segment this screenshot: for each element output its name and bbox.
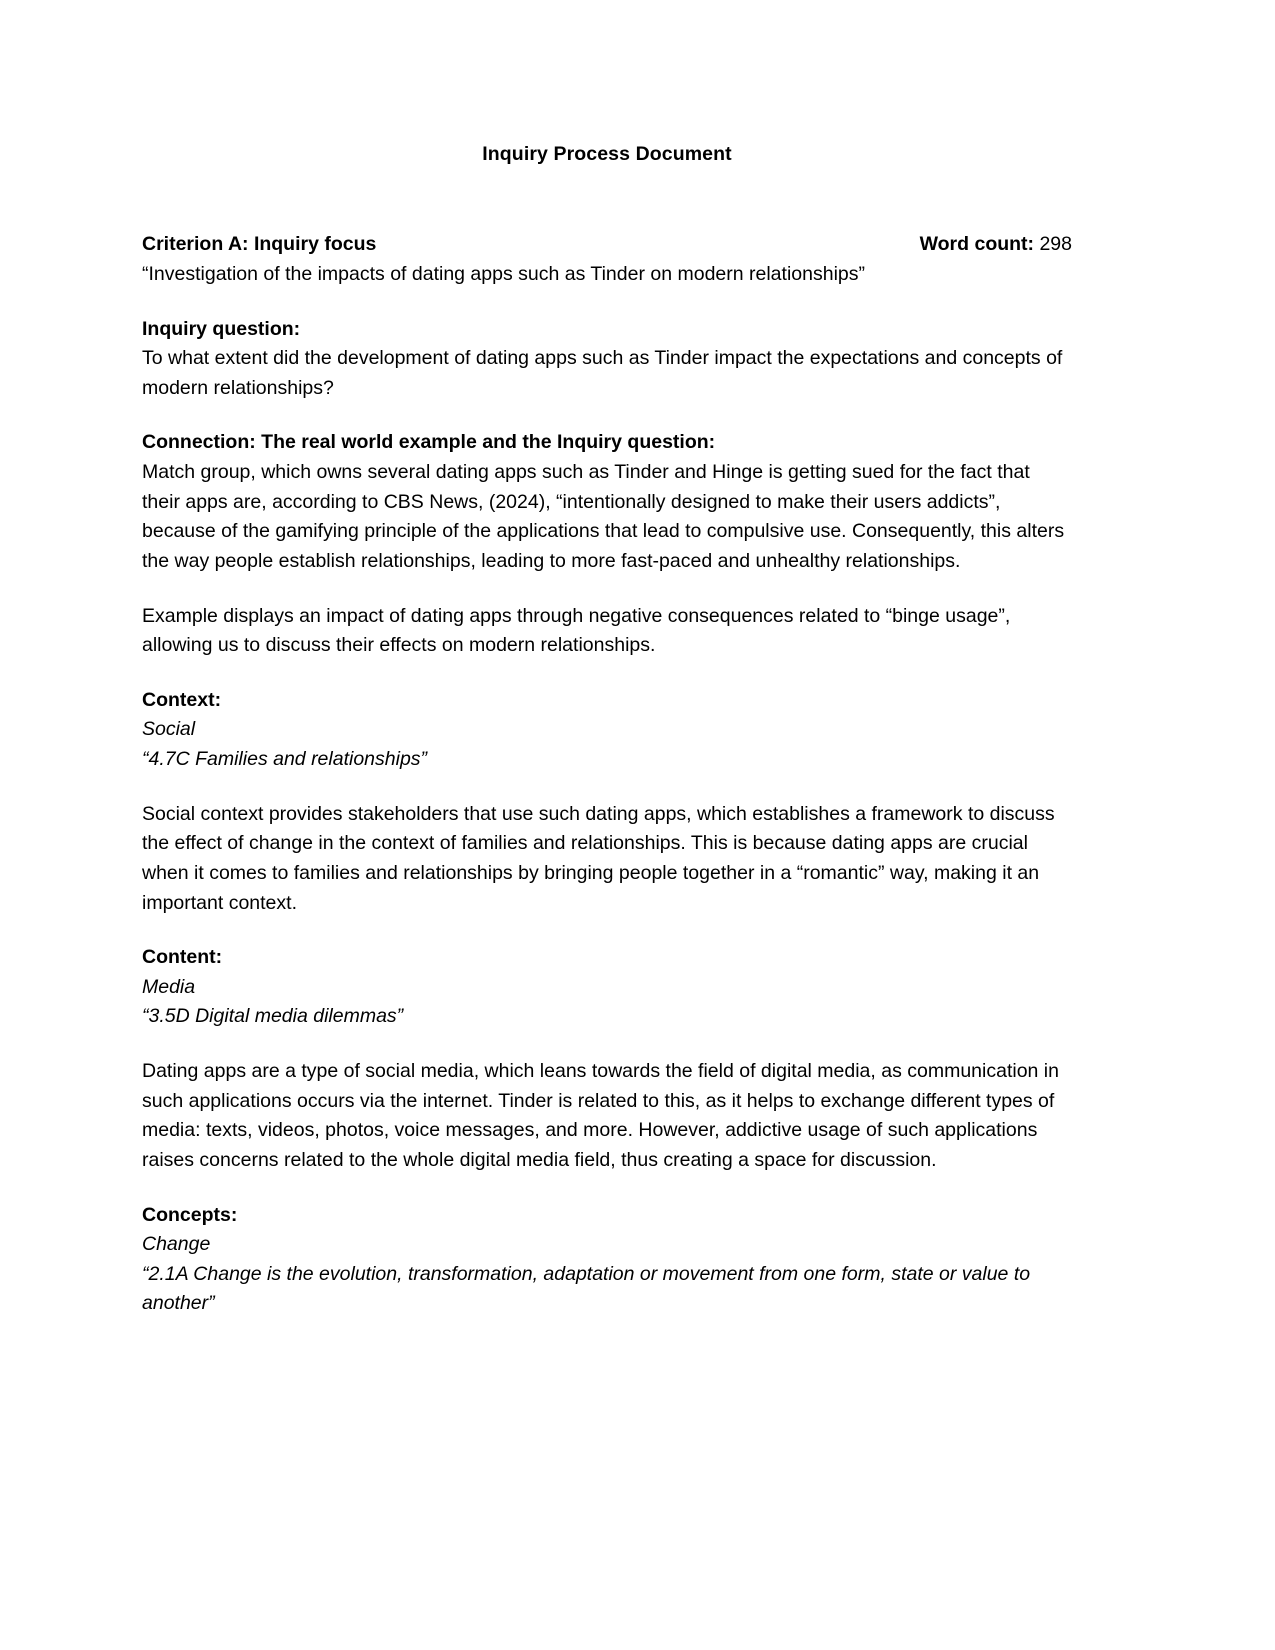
spacer-after-inquiry-question [142, 403, 1072, 428]
title-spacer [142, 168, 1072, 230]
document-title: Inquiry Process Document [482, 143, 732, 165]
word-count-value: 298 [1034, 233, 1072, 256]
content-reference: “3.5D Digital media dilemmas” [142, 1005, 404, 1028]
spacer-after-subtitle [142, 290, 1072, 315]
spacer-after-connection-p2 [142, 661, 1072, 686]
connection-heading: Connection: The real world example and the Inquiry question: [142, 431, 716, 454]
spacer-after-context-reference [142, 775, 1072, 800]
criterion-a-subtitle: “Investigation of the impacts of dating apps such as Tinder on modern relationships” [142, 262, 865, 285]
word-count [920, 230, 1072, 260]
spacer-after-connection-p1 [142, 577, 1072, 602]
content-category: Media [142, 975, 196, 998]
context-heading: Context: [142, 688, 222, 711]
criterion-a-heading: Criterion A: Inquiry focus [142, 233, 377, 256]
criterion-a-row [142, 230, 1072, 260]
concepts-reference: “2.1A Change is the evolution, transformation, adaptation or movement from one form, state or value to another” [142, 1262, 1031, 1315]
concepts-heading: Concepts: [142, 1203, 238, 1226]
context-category: Social [142, 718, 196, 741]
concepts-category: Change [142, 1233, 211, 1256]
spacer-after-context-paragraph [142, 918, 1072, 943]
context-paragraph: Social context provides stakeholders that use such dating apps, which establishes a framework to discuss the effect of change in the context of families and relationships. This is because dating apps are crucial when it comes to families and relationships by bringing people together in a “romantic” way, making it an important context. [142, 802, 1055, 914]
word-count-label: Word count: [919, 233, 1035, 256]
connection-paragraph-1: Match group, which owns several dating apps such as Tinder and Hinge is getting sued for the fact that their apps are, according to CBS News, (2024), “intentionally designed to make their users addicts”, because of the gamifying principle of the applications that lead to compulsive use. Consequently, this alters the way people establish relationships, leading to more fast-paced and unhealthy relationships. [142, 461, 1065, 572]
spacer-after-content-reference [142, 1032, 1072, 1057]
inquiry-question-body: To what extent did the development of dating apps such as Tinder impact the expectations and concepts of modern relationships? [142, 347, 1063, 399]
content-paragraph: Dating apps are a type of social media, which leans towards the field of digital media, as communication in such applications occurs via the internet. Tinder is related to this, as it helps to exchange different types of media: texts, videos, photos, voice messages, and more. However, addictive usage of such applications raises concerns related to the whole digital media field, thus creating a space for discussion. [142, 1060, 1059, 1171]
context-reference: “4.7C Families and relationships” [142, 748, 428, 771]
document-content [142, 140, 1072, 1319]
content-heading: Content: [142, 946, 223, 969]
spacer-after-content-paragraph [142, 1176, 1072, 1201]
connection-paragraph-2: Example displays an impact of dating apps through negative consequences related to “binge usage”, allowing us to discuss their effects on modern relationships. [142, 604, 1011, 657]
inquiry-question-heading: Inquiry question: [142, 317, 301, 340]
